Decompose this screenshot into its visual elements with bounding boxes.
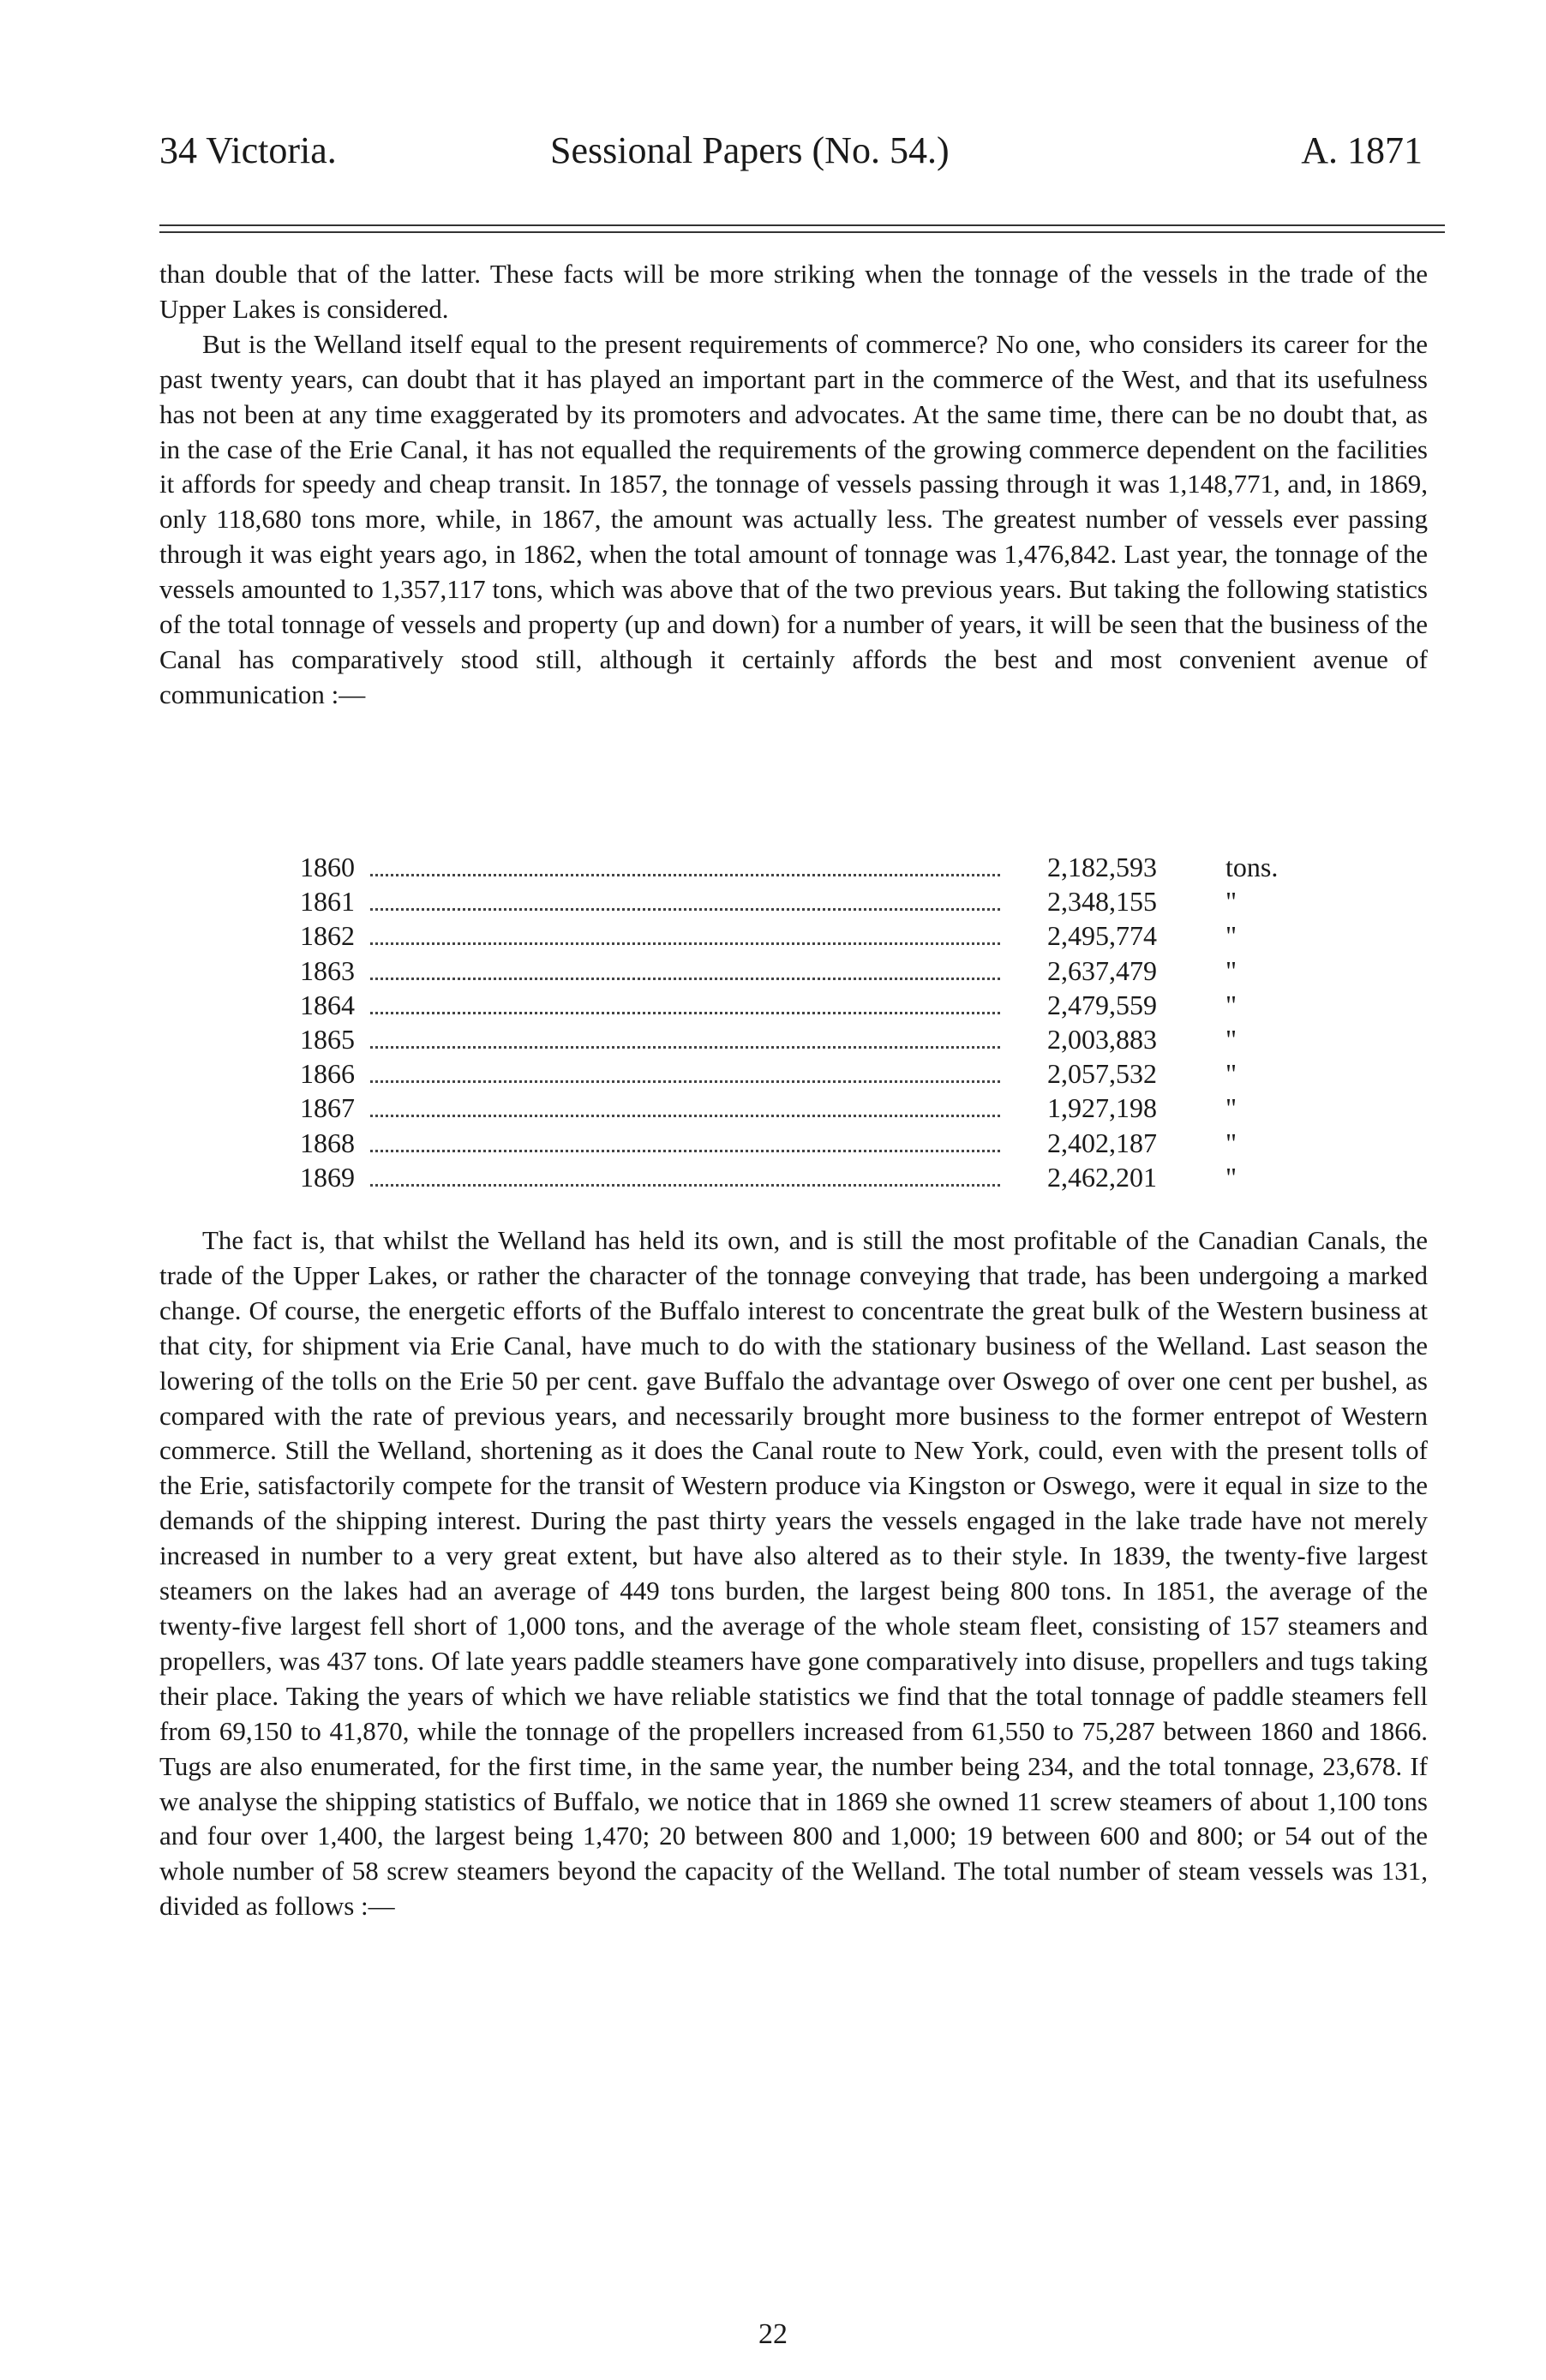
dot-leader xyxy=(370,1012,1000,1014)
body-text-bottom xyxy=(159,1223,1428,1924)
row-year: 1869 xyxy=(300,1161,355,1193)
row-tonnage: 2,348,155 xyxy=(1047,886,1157,918)
header-year: A. 1871 xyxy=(1301,129,1423,171)
table-row xyxy=(300,1022,1311,1056)
row-year: 1867 xyxy=(300,1092,355,1124)
row-year: 1864 xyxy=(300,989,355,1020)
dot-leader xyxy=(370,1184,1000,1187)
row-year: 1863 xyxy=(300,954,355,986)
page-number: 22 xyxy=(758,2318,788,2350)
table-row xyxy=(300,850,1311,884)
row-year: 1866 xyxy=(300,1058,355,1090)
paragraph-trade-change: The fact is, that whilst the Welland has held its own, and is still the most profitable of the Canadian Canals, the trade of the Upper Lakes, or rather the character of the tonnage conveying that trade, has been undergoing a marked change. Of course, the energetic efforts of the Buffalo interest to concentrate the great bulk of the Western business at that city, for shipment via Erie Canal, have much to do with the stationary business of the Welland. Last season the lowering of the tolls on the Erie 50 per cent. gave Buffalo the advantage over Oswego of over one cent per bushel, as compared with the rate of previous years, and necessarily brought more business to the former entrepot of Western commerce. Still the Welland, shortening as it does the Canal route to New York, could, even with the present tolls of the Erie, satisfactorily compete for the transit of Western produce via Kingston or Oswego, were it equal in size to the demands of the shipping interest. During the past thirty years the vessels engaged in the lake trade have not merely increased in number to a very great extent, but have also altered as to their style. In 1839, the twenty-five largest steamers on the lakes had an average of 449 tons burden, the largest being 800 tons. In 1851, the average of the twenty-five largest fell short of 1,000 tons, and the average of the whole steam fleet, consisting of 157 steamers and propellers, was 437 tons. Of late years paddle steamers have gone comparatively into disuse, propellers and tugs taking their place. Taking the years of which we have reliable statistics we find that the total tonnage of paddle steamers fell from 69,150 to 41,870, while the tonnage of the propellers increased from 61,550 to 75,287 between 1860 and 1866. Tugs are also enumerated, for the first time, in the same year, the number being 234, and the total tonnage, 23,678. If we analyse the shipping statistics of Buffalo, we notice that in 1869 she owned 11 screw steamers of about 1,100 tons and four over 1,400, the largest being 1,470; 20 between 800 and 1,000; 19 between 600 and 800; or 54 out of the whole number of 58 screw steamers beyond the capacity of the Welland. The total number of steam vessels was 131, divided as follows :— xyxy=(159,1225,1428,1922)
row-unit: " xyxy=(1225,886,1237,918)
row-tonnage: 2,462,201 xyxy=(1047,1161,1157,1193)
row-tonnage: 2,479,559 xyxy=(1047,989,1157,1020)
paragraph-continuation: than double that of the latter. These facts will be more striking when the tonnage of the vessels in the trade of the Upper Lakes is considered. xyxy=(159,259,1428,324)
header-volume: 34 Victoria. xyxy=(159,129,337,171)
row-year: 1860 xyxy=(300,852,355,882)
row-year: 1868 xyxy=(300,1127,355,1158)
row-unit: " xyxy=(1225,1161,1237,1193)
table-row xyxy=(300,1056,1311,1091)
dot-leader xyxy=(370,874,1000,876)
table-row xyxy=(300,1091,1311,1125)
row-tonnage: 2,402,187 xyxy=(1047,1127,1157,1158)
row-year: 1862 xyxy=(300,920,355,952)
dot-leader xyxy=(370,978,1000,980)
dot-leader xyxy=(370,1150,1000,1152)
body-text-top xyxy=(159,257,1428,713)
paragraph-welland-question: But is the Welland itself equal to the present requirements of commerce? No one, who considers its career for the past twenty years, can doubt that it has played an important part in the commerce of the West, and that its usefulness has not been at any time exaggerated by its promoters and advocates. At the same time, there can be no doubt that, as in the case of the Erie Canal, it has not equalled the requirements of the growing commerce dependent on the facilities it affords for speedy and cheap transit. In 1857, the tonnage of vessels passing through it was 1,148,771, and, in 1869, only 118,680 tons more, while, in 1867, the amount was actually less. The greatest number of vessels ever passing through it was eight years ago, in 1862, when the total amount of tonnage was 1,476,842. Last year, the tonnage of the vessels amounted to 1,357,117 tons, which was above that of the two previous years. But taking the following statistics of the total tonnage of vessels and property (up and down) for a number of years, it will be seen that the business of the Canal has comparatively stood still, although it certainly affords the best and most convenient avenue of communication :— xyxy=(159,328,1428,709)
row-tonnage: 2,495,774 xyxy=(1047,920,1157,952)
row-unit: " xyxy=(1225,1058,1237,1090)
dot-leader xyxy=(370,942,1000,945)
row-tonnage: 2,182,593 xyxy=(1047,852,1157,882)
row-tonnage: 2,637,479 xyxy=(1047,954,1157,986)
page-header xyxy=(159,129,1445,180)
table-row xyxy=(300,954,1311,988)
row-tonnage: 2,003,883 xyxy=(1047,1023,1157,1055)
row-unit: " xyxy=(1225,989,1237,1020)
row-tonnage: 2,057,532 xyxy=(1047,1058,1157,1090)
row-unit: " xyxy=(1225,1023,1237,1055)
row-unit: " xyxy=(1225,1092,1237,1124)
row-unit: " xyxy=(1225,954,1237,986)
row-tonnage: 1,927,198 xyxy=(1047,1092,1157,1124)
row-unit: tons. xyxy=(1225,852,1279,882)
dot-leader xyxy=(370,1115,1000,1117)
header-title: Sessional Papers (No. 54.) xyxy=(550,129,950,171)
table-row xyxy=(300,884,1311,918)
row-unit: " xyxy=(1225,1127,1237,1158)
dot-leader xyxy=(370,908,1000,911)
row-unit: " xyxy=(1225,920,1237,952)
tonnage-table xyxy=(300,850,1311,1194)
table-row xyxy=(300,1160,1311,1194)
dot-leader xyxy=(370,1080,1000,1083)
table-row xyxy=(300,918,1311,953)
row-year: 1865 xyxy=(300,1023,355,1055)
table-row xyxy=(300,1126,1311,1160)
header-rule-bottom xyxy=(159,231,1445,233)
dot-leader xyxy=(370,1046,1000,1049)
header-rule-top xyxy=(159,224,1445,226)
table-row xyxy=(300,988,1311,1022)
row-year: 1861 xyxy=(300,886,355,918)
